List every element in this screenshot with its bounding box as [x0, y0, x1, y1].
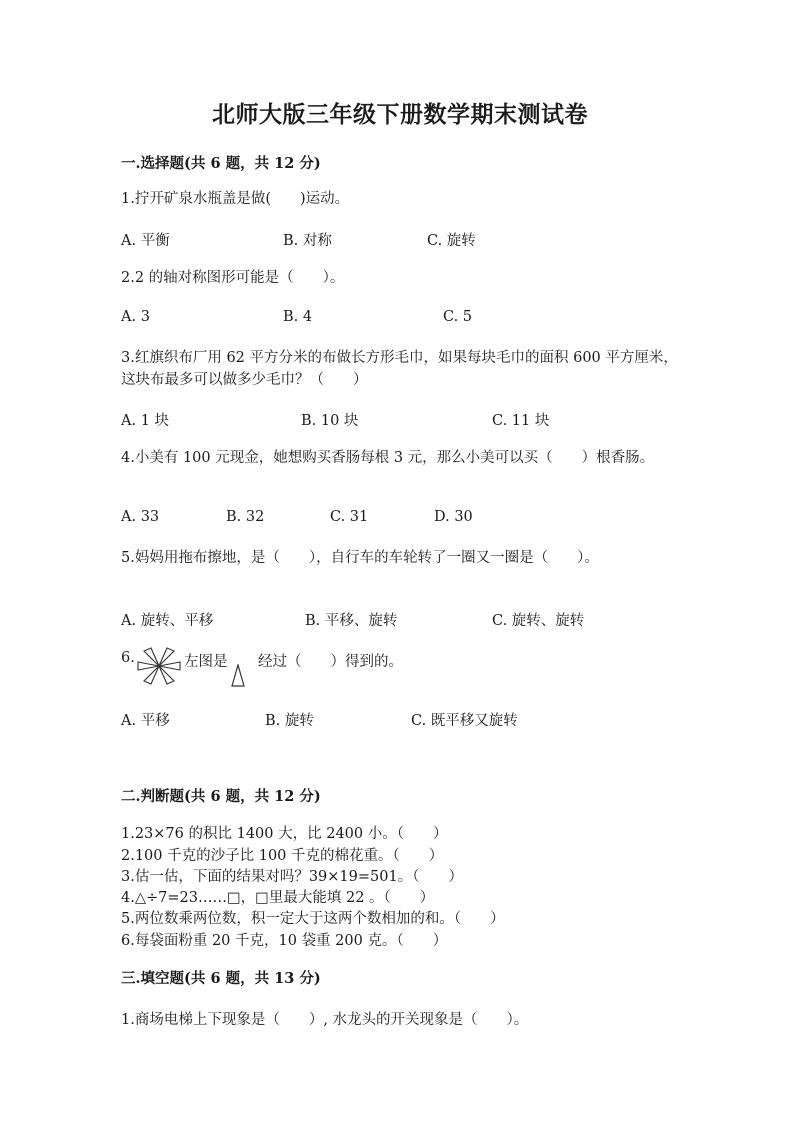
question-6-number: 6.: [121, 650, 135, 666]
page-title: 北师大版三年级下册数学期末测试卷: [212, 101, 588, 128]
option-1b: B. 对称: [283, 233, 332, 249]
judge-item-4: 4.△÷7=23……□，□里最大能填 22 。（ ）: [121, 890, 435, 906]
option-4c: C. 31: [330, 509, 369, 525]
option-4a: A. 33: [121, 509, 160, 525]
option-3c: C. 11 块: [492, 413, 550, 429]
question-6-text-a: 左图是: [184, 654, 228, 670]
option-5a: A. 旋转、平移: [121, 613, 214, 629]
option-4d: D. 30: [434, 509, 473, 525]
option-6c: C. 既平移又旋转: [411, 713, 518, 729]
judge-item-3: 3.估一估，下面的结果对吗？39×19=501。（ ）: [121, 869, 463, 885]
question-3: 3.红旗织布厂用 62 平方分米的布做长方形毛巾，如果每块毛巾的面积 600 平方厘米，这块布最多可以做多少毛巾？（ ）: [121, 350, 678, 388]
option-3b: B. 10 块: [301, 413, 359, 429]
section-heading-fill: 三.填空题(共 6 题，共 13 分): [121, 970, 321, 987]
judge-item-5: 5.两位数乘两位数，积一定大于这两个数相加的和。（ ）: [121, 911, 505, 927]
option-6b: B. 旋转: [265, 713, 314, 729]
judge-item-2: 2.100 千克的沙子比 100 千克的棉花重。（ ）: [121, 848, 444, 864]
question-6-text-b: 经过（ ）得到的。: [258, 654, 403, 670]
judge-item-1: 1.23×76 的积比 1400 大，比 2400 小。（ ）: [121, 826, 448, 842]
option-2c: C. 5: [443, 309, 473, 325]
option-4b: B. 32: [226, 509, 265, 525]
option-1c: C. 旋转: [427, 233, 476, 249]
fill-item-1: 1.商场电梯上下现象是（ ）, 水龙头的开关现象是（ ）。: [121, 1012, 529, 1028]
triangle-figure: [229, 664, 247, 688]
option-1a: A. 平衡: [121, 233, 170, 249]
section-heading-judge: 二.判断题(共 6 题，共 12 分): [121, 788, 321, 805]
option-5b: B. 平移、旋转: [305, 613, 398, 629]
question-4: 4.小美有 100 元现金，她想购买香肠每根 3 元，那么小美可以买（ ）根香肠。: [121, 450, 655, 466]
question-1: 1.拧开矿泉水瓶盖是做( )运动。: [121, 191, 350, 207]
section-heading-choice: 一.选择题(共 6 题，共 12 分): [121, 155, 321, 172]
option-2a: A. 3: [121, 309, 150, 325]
option-3a: A. 1 块: [121, 413, 170, 429]
option-5c: C. 旋转、旋转: [492, 613, 585, 629]
option-2b: B. 4: [283, 309, 313, 325]
pinwheel-figure: [136, 645, 182, 687]
question-5: 5.妈妈用拖布擦地，是（ ），自行车的车轮转了一圈又一圈是（ ）。: [121, 550, 599, 566]
option-6a: A. 平移: [121, 713, 170, 729]
judge-item-6: 6.每袋面粉重 20 千克，10 袋重 200 克。（ ）: [121, 933, 448, 949]
question-2: 2.2 的轴对称图形可能是（ ）。: [121, 270, 345, 286]
